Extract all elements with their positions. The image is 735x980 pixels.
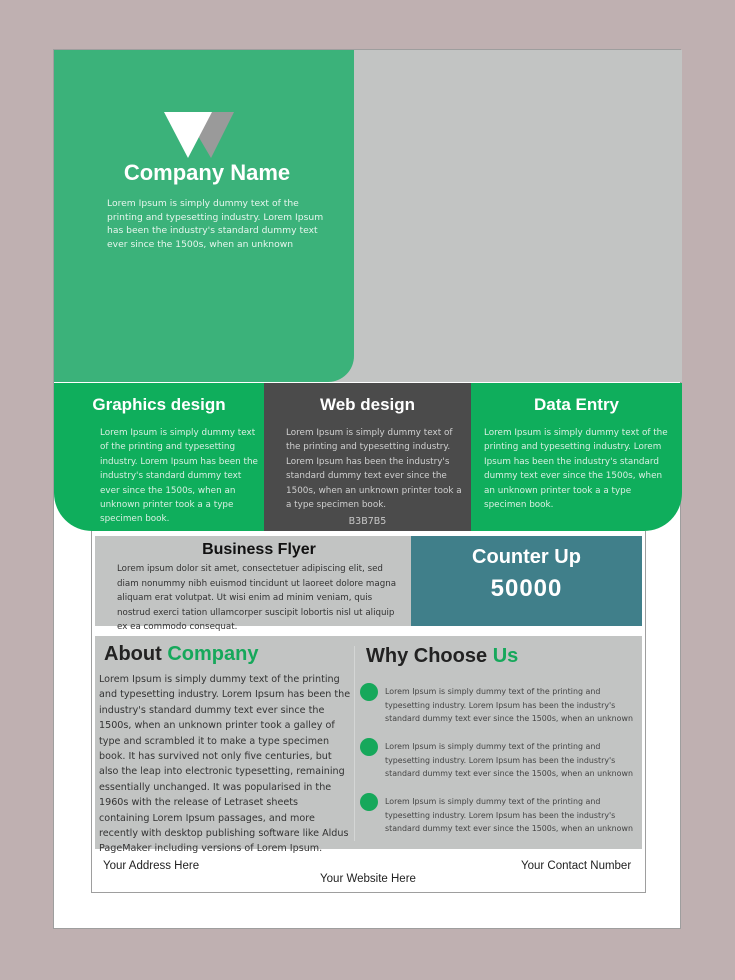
hero-panel	[54, 50, 354, 382]
hero-description: Lorem Ipsum is simply dummy text of the printing and typesetting industry. Lorem Ipsum has been the industry's standard dummy text ever since the 1500s, when an unknown	[107, 198, 324, 250]
service-description: Lorem Ipsum is simply dummy text of the printing and typesetting industry. Lorem Ipsum has been the industry's standard dummy text ever since the 1500s, when an unknown printer took a a type specimen book.	[484, 428, 668, 511]
why-item	[360, 738, 636, 782]
why-item	[360, 793, 636, 837]
bullet-dot-icon	[360, 738, 378, 756]
triangle-logo-icon	[164, 112, 234, 158]
service-description: Lorem Ipsum is simply dummy text of the printing and typesetting industry. Lorem Ipsum has been the industry's standard dummy text ever since the 1500s, when an unknown printer took a a type specimen book.	[100, 428, 258, 525]
service-title: Graphics design	[92, 395, 226, 414]
counter-value: 50000	[490, 575, 563, 602]
business-flyer-title: Business Flyer	[202, 541, 316, 558]
about-text: Lorem Ipsum is simply dummy text of the printing and typesetting industry. Lorem Ipsum has been the industry's standard dummy text ever since the 1500s, when an unknown printer took a galley of type and scrambled it to make a type specimen book. It has survived not only five centuries, but also the leap into electronic typesetting, remaining essentially unchanged. It was popularised in the 1960s with the release of Letraset sheets containing Lorem Ipsum passages, and more recently with desktop publishing software like Aldus PageMaker including versions of Lorem Ipsum.	[99, 674, 351, 855]
business-flyer-text: Lorem ipsum dolor sit amet, consectetuer adipiscing elit, sed diam nonummy nibh euismod tincidunt ut laoreet dolore magna aliquam erat volutpat. Ut wisi enim ad minim veniam, quis nostrud exerci tation ullamcorper suscipit lobortis nisl ut aliquip ex ea commodo consequat.	[117, 564, 397, 632]
why-item	[360, 683, 636, 727]
about-heading-accent: Company	[167, 643, 259, 665]
why-item-text: Lorem Ipsum is simply dummy text of the printing and typesetting industry. Lorem Ipsum has been the industry's standard dummy text ever since the 1500s, when an unknown	[385, 797, 633, 834]
bullet-dot-icon	[360, 683, 378, 701]
why-choose-heading	[366, 645, 518, 668]
footer-address: Your Address Here	[103, 860, 200, 872]
flyer-sheet	[53, 49, 681, 929]
service-title: Web design	[319, 395, 416, 414]
service-title: Data Entry	[533, 395, 620, 414]
business-flyer-box	[95, 536, 411, 632]
why-item-text: Lorem Ipsum is simply dummy text of the printing and typesetting industry. Lorem Ipsum has been the industry's standard dummy text ever since the 1500s, when an unknown	[385, 742, 633, 779]
about-heading-plain: About	[104, 643, 162, 665]
service-graphics-design	[54, 383, 264, 531]
why-item-text: Lorem Ipsum is simply dummy text of the printing and typesetting industry. Lorem Ipsum has been the industry's standard dummy text ever since the 1500s, when an unknown	[385, 687, 633, 724]
bullet-dot-icon	[360, 793, 378, 811]
footer-website: Your Website Here	[320, 873, 416, 885]
counter-label: Counter Up	[472, 546, 581, 568]
services-band	[54, 383, 682, 531]
about-heading	[104, 643, 258, 666]
color-code-label: B3B7B5	[348, 516, 387, 527]
why-heading-accent: Us	[492, 645, 519, 667]
counter-box	[411, 536, 642, 626]
service-data-entry	[471, 383, 682, 531]
company-name: Company Name	[123, 160, 291, 185]
service-web-design	[264, 383, 471, 531]
about-section	[95, 636, 642, 855]
section-divider	[354, 646, 355, 841]
service-description: Lorem Ipsum is simply dummy text of the printing and typesetting industry. Lorem Ipsum has been the industry's standard dummy text ever since the 1500s, when an unknown printer took a a type specimen book.	[286, 428, 462, 511]
why-heading-plain: Why Choose	[366, 645, 488, 667]
footer-contact: Your Contact Number	[521, 860, 632, 872]
